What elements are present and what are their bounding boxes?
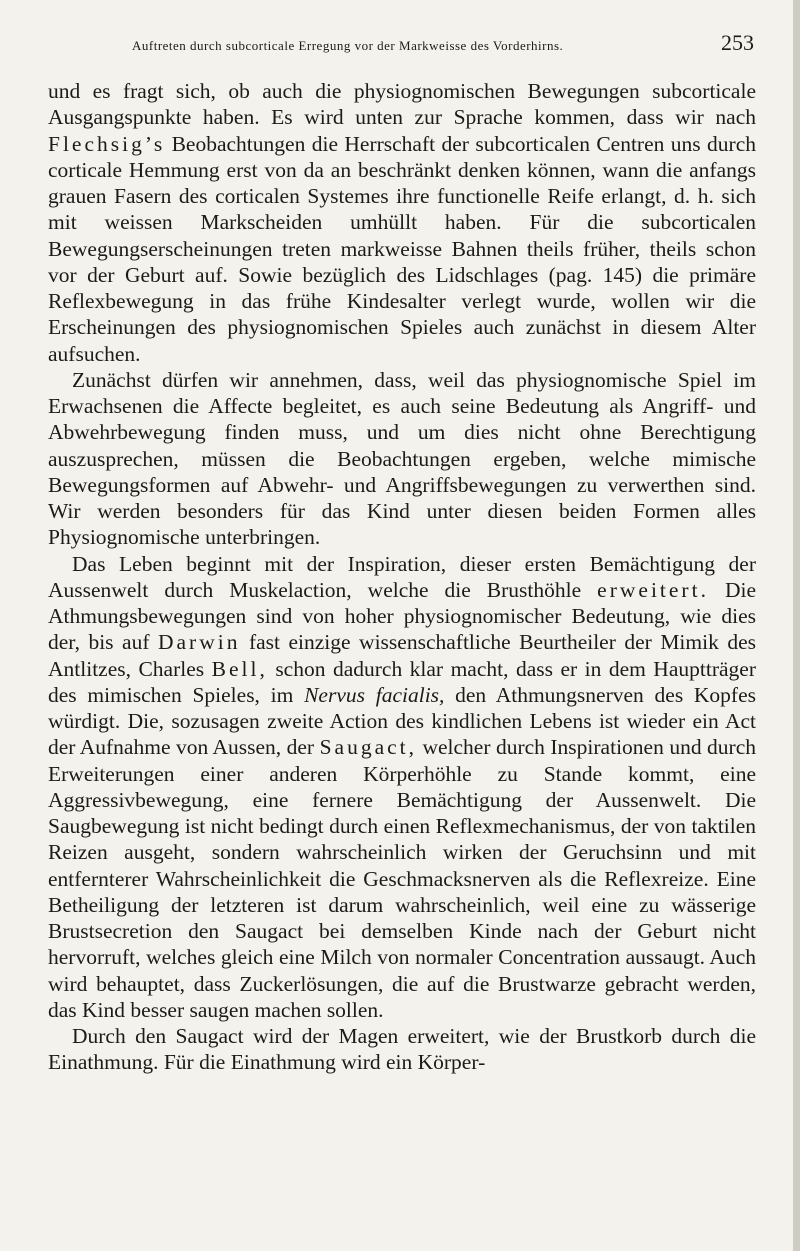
page-edge-shadow	[793, 0, 800, 1251]
text-run: Das Leben beginnt mit der Inspiration, dieser ersten Bemächtigung der Aussenwelt durch Muskelaction, welche die Brusthöhle	[48, 551, 756, 602]
paragraph	[48, 551, 756, 1024]
page-header	[48, 30, 756, 60]
text-run: welcher durch Inspirationen und durch Erweiterungen einer anderen Körperhöhle zu Stande kommt, eine Aggressivbewegung, eine fernere Bemächtigung der Aussenwelt. Die Saugbewegung ist nicht bedingt durch einen Reflexmechanismus, der von taktilen Reizen ausgeht, sondern wahrscheinlich wirken der Geruchsinn und mit entfernterer Wahrscheinlichkeit die Geschmacksnerven als die Reflexreize. Eine Betheiligung der letzteren ist darum wahrscheinlich, weil eine zu wässerige Brustsecretion den Saugact bei demselben Kinde nach der Geburt nicht hervorruft, welches gleich eine Milch von normaler Concentration aussaugt. Auch wird behauptet, dass Zuckerlösungen, die auf die Brustwarze gebracht werden, das Kind besser saugen machen sollen.	[48, 735, 756, 1022]
emphasized-name: Flechsig’s	[48, 131, 166, 156]
emphasized-name: Darwin	[157, 630, 241, 655]
text-run: den Athmungsnerven des Kopfes würdigt. Die, sozusagen zweite Action des kindlichen Lebens ist wieder ein Act der Aufnahme von Aussen, der	[48, 682, 756, 760]
text-run: Beobachtungen die Herrschaft der subcorticalen Centren uns durch corticale Hemmung erst von da an beschränkt denken können, wann die anfangs grauen Fasern des corticalen Systemes ihre functionelle Reife erlangt, d. h. sich mit weissen Markscheiden umhüllt haben. Für die subcorticalen Bewegungserscheinungen treten markweisse Bahnen theils früher, theils schon vor der Geburt auf. Sowie bezüglich des Lidschlages (pag. 145) die primäre Reflexbewegung in das frühe Kindesalter verlegt wurde, wollen wir die Erscheinungen des physiognomischen Spieles auch zunächst in diesem Alter aufsuchen.	[48, 131, 756, 366]
running-head: Auftreten durch subcorticale Erregung vor der Markweisse des Vorderhirns.	[132, 38, 564, 53]
paragraph	[48, 78, 756, 367]
emphasized-name: Bell,	[211, 656, 268, 681]
text-run: Zunächst dürfen wir annehmen, dass, weil das physiognomische Spiel im Erwachsenen die Affecte begleitet, es auch seine Bedeutung als Angriff- und Abwehrbewegung finden muss, und um dies nicht ohne Berechtigung auszusprechen, müssen die Beobachtungen ergeben, welche mimische Bewegungsformen auf Abwehr- und Angriffsbewegungen zu verwerthen sind. Wir werden besonders für das Kind unter diesen beiden Formen alles Physiognomische unterbringen.	[48, 367, 756, 550]
paragraph	[48, 1023, 756, 1076]
text-run: und es fragt sich, ob auch die physiognomischen Bewegungen subcorticale Ausgangspunkte haben. Es wird unten zur Sprache kommen, dass wir nach	[48, 79, 756, 130]
text-run: schon dadurch klar macht, dass er in dem Hauptträger des mimischen Spieles, im	[48, 656, 756, 707]
body-text	[48, 78, 756, 1076]
text-run: Durch den Saugact wird der Magen erweitert, wie der Brustkorb durch die Einathmung. Für die Einathmung wird ein Körper-	[48, 1024, 756, 1075]
text-run: fast einzige wissenschaftliche Beurtheiler der Mimik des Antlitzes, Charles	[48, 630, 757, 681]
emphasized-name: Saugact,	[319, 735, 417, 760]
paragraph	[48, 367, 756, 551]
emphasized-name: erweitert.	[597, 577, 709, 602]
page-number: 253	[721, 30, 754, 55]
text-run: Die Athmungsbewegungen sind von hoher physiognomischer Bedeutung, wie dies der, bis auf	[48, 577, 756, 655]
italic-term: Nervus facialis,	[304, 682, 445, 707]
